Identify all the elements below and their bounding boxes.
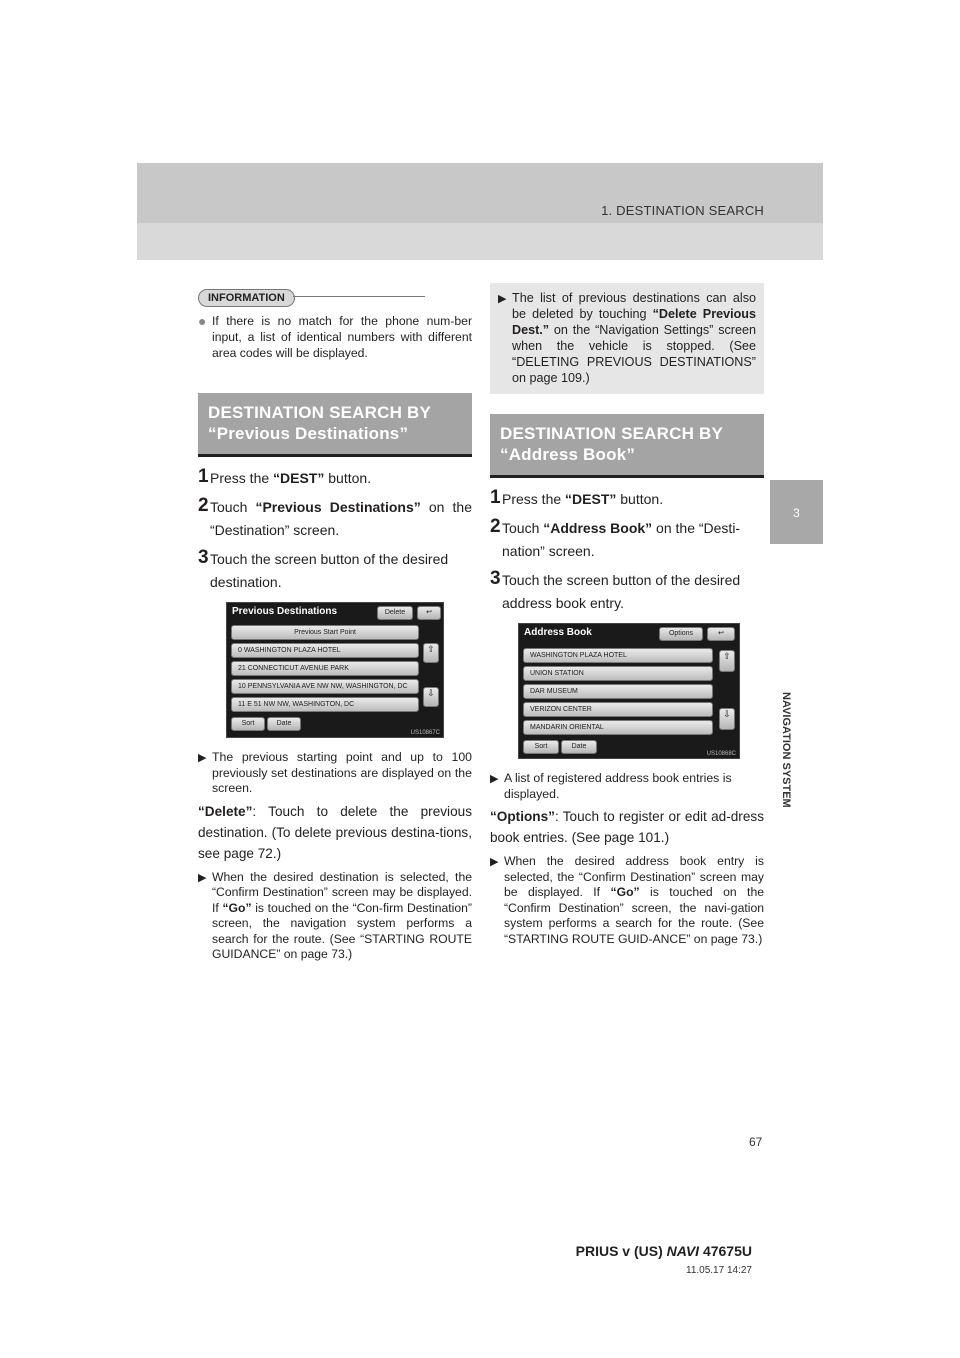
bullet-previous-list: ▶ The previous starting point and up to 100 previously set destinations are displayed on the screen. — [198, 750, 472, 795]
model-code: PRIUS v (US) NAVI 47675U — [575, 1243, 752, 1259]
section-heading-address-book: DESTINATION SEARCH BY “Address Book” — [490, 414, 764, 478]
step-2: 2 Touch “Address Book” on the “Desti-nation” screen. — [490, 516, 741, 559]
print-date: 11.05.17 14:27 — [686, 1265, 752, 1276]
triangle-bullet-icon: ▶ — [490, 856, 499, 868]
screen-row: DAR MUSEUM — [523, 684, 713, 699]
screen-row: 11 E 51 NW NW, WASHINGTON, DC — [231, 697, 419, 712]
screen-row: VERIZON CENTER — [523, 702, 713, 717]
address-book-screenshot — [518, 623, 740, 759]
triangle-bullet-icon: ▶ — [498, 293, 507, 305]
chapter-number: 3 — [793, 506, 800, 520]
right-column — [490, 283, 764, 947]
chapter-side-label: NAVIGATION SYSTEM — [780, 692, 792, 808]
screen-image-code: US10867C — [410, 730, 440, 736]
screen-row: MANDARIN ORIENTAL — [523, 720, 713, 735]
screen-back-icon: ↩ — [707, 627, 735, 641]
screen-date-button: Date — [561, 740, 597, 754]
screen-back-icon: ↩ — [417, 606, 441, 620]
screen-scroll-up-icon: ⇧ — [423, 643, 439, 663]
previous-destinations-screenshot — [226, 602, 444, 738]
section-header-title: 1. DESTINATION SEARCH — [601, 203, 764, 218]
information-bullet — [198, 313, 472, 361]
screen-scroll-down-icon: ⇩ — [423, 687, 439, 707]
information-rule — [293, 296, 425, 297]
page-number: 67 — [749, 1135, 763, 1149]
section-heading-previous-destinations: DESTINATION SEARCH BY “Previous Destinations” — [198, 393, 472, 457]
screen-row: WASHINGTON PLAZA HOTEL — [523, 648, 713, 663]
screen-sort-button: Sort — [523, 740, 559, 754]
screen-options-button: Options — [659, 627, 703, 641]
screen-row: Previous Start Point — [231, 625, 419, 640]
screen-date-button: Date — [267, 717, 301, 731]
step-1: 1 Press the “DEST” button. — [198, 466, 372, 487]
screen-scroll-up-icon: ⇧ — [719, 650, 735, 672]
screen-row: 10 PENNSYLVANIA AVE NW NW, WASHINGTON, DC — [231, 679, 419, 694]
screen-title: Previous Destinations — [232, 606, 338, 617]
screen-delete-button: Delete — [377, 606, 413, 620]
screen-row: 0 WASHINGTON PLAZA HOTEL — [231, 643, 419, 658]
screen-image-code: US10868C — [706, 751, 736, 757]
bullet-confirm-destination: ▶ When the desired destination is selected, the “Confirm Destination” screen may be displayed. If “Go” is touched on the “Con-firm Destination” screen, the navigation system performs a search for the route. (See “STARTING ROUTE GUIDANCE” on page 73.) — [198, 869, 472, 961]
screen-title: Address Book — [524, 627, 592, 638]
step-1: 1 Press the “DEST” button. — [490, 487, 664, 508]
triangle-bullet-icon: ▶ — [198, 871, 207, 884]
triangle-bullet-icon: ▶ — [198, 752, 207, 764]
note-box: ▶ The list of previous destinations can also be deleted by touching “Delete Previous Dest.” on the “Navigation Settings” screen when the vehicle is stopped. (See “DELETING PREVIOUS DESTINATIONS” on page 109.) — [490, 283, 764, 394]
screen-row: 21 CONNECTICUT AVENUE PARK — [231, 661, 419, 676]
information-label: INFORMATION — [198, 289, 295, 307]
screen-row: UNION STATION — [523, 666, 713, 681]
options-description: “Options”: Touch to register or edit ad-dress book entries. (See page 101.) — [490, 809, 764, 845]
screen-scroll-down-icon: ⇩ — [719, 708, 735, 730]
bullet-dot-icon: ● — [198, 313, 207, 329]
bullet-address-list: ▶ A list of registered address book entries is displayed. — [490, 771, 732, 801]
screen-sort-button: Sort — [231, 717, 265, 731]
delete-description: “Delete”: Touch to delete the previous destination. (To delete previous destina-tions, see page 72.) — [198, 803, 472, 861]
triangle-bullet-icon: ▶ — [490, 773, 499, 785]
chapter-tab — [770, 480, 823, 544]
step-3: 3 Touch the screen button of the desired address book entry. — [490, 568, 741, 611]
information-box — [198, 288, 472, 361]
step-2: 2 Touch “Previous Destinations” on the “Destination” screen. — [198, 495, 472, 538]
information-text: If there is no match for the phone num-ber input, a list of identical numbers with different area codes will be displayed. — [212, 314, 472, 360]
left-column — [198, 288, 472, 963]
bullet-confirm-destination: ▶ When the desired address book entry is selected, the “Confirm Destination” screen may be displayed. If “Go” is touched on the “Confirm Destination” screen, the navi-gation system performs a search for the route. (See “STARTING ROUTE GUID-ANCE” on page 73.) — [490, 854, 765, 946]
step-3: 3 Touch the screen button of the desired destination. — [198, 547, 449, 590]
